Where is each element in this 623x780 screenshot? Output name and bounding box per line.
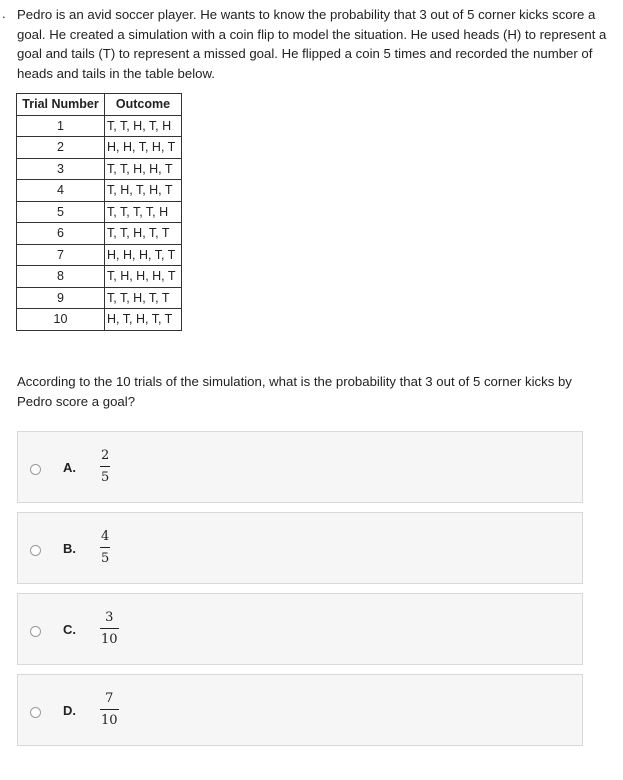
trial-number-cell: 7	[17, 244, 105, 266]
outcome-cell: T, T, H, T, H	[105, 115, 182, 137]
fraction-bar	[100, 709, 119, 710]
table-row	[17, 244, 182, 266]
answer-option-a[interactable]	[17, 431, 583, 503]
option-fraction	[100, 529, 110, 566]
outcome-cell: T, T, H, H, T	[105, 158, 182, 180]
outcome-cell: H, T, H, T, T	[105, 309, 182, 331]
fraction-denominator: 10	[101, 632, 118, 647]
outcome-cell: T, H, T, H, T	[105, 180, 182, 202]
outcome-cell: T, T, T, T, H	[105, 201, 182, 223]
fraction-denominator: 5	[101, 551, 110, 566]
outcome-cell: T, T, H, T, T	[105, 223, 182, 245]
trial-number-cell: 10	[17, 309, 105, 331]
radio-button-a[interactable]	[30, 464, 41, 475]
header-trial-number: Trial Number	[17, 94, 105, 116]
radio-button-c[interactable]	[30, 626, 41, 637]
table-row	[17, 158, 182, 180]
fraction-numerator: 2	[101, 448, 110, 463]
fraction-bar	[100, 466, 110, 467]
table-header-row	[17, 94, 182, 116]
question-intro-text: Pedro is an avid soccer player. He wants to know the probability that 3 out of 5 corner kicks score a goal. He created a simulation with a coin flip to model the situation. He used heads (H) to represent a goal and tails (T) to represent a missed goal. He flipped a coin 5 times and recorded the number of heads and tails in the table below.	[17, 7, 607, 81]
table-row	[17, 309, 182, 331]
trial-number-cell: 1	[17, 115, 105, 137]
trial-number-cell: 3	[17, 158, 105, 180]
option-letter: C.	[63, 622, 76, 637]
option-fraction	[100, 691, 119, 728]
option-fraction	[100, 610, 119, 647]
trials-table	[16, 93, 182, 331]
trial-number-cell: 4	[17, 180, 105, 202]
table-row	[17, 201, 182, 223]
trial-number-cell: 5	[17, 201, 105, 223]
outcome-cell: T, H, H, H, T	[105, 266, 182, 288]
radio-button-d[interactable]	[30, 707, 41, 718]
header-outcome: Outcome	[105, 94, 182, 116]
answer-option-b[interactable]	[17, 512, 583, 584]
table-row	[17, 266, 182, 288]
option-fraction	[100, 448, 110, 485]
question-prompt-text: According to the 10 trials of the simulation, what is the probability that 3 out of 5 corner kicks by Pedro score a goal?	[17, 374, 572, 409]
trial-number-cell: 9	[17, 287, 105, 309]
fraction-denominator: 5	[101, 470, 110, 485]
table-row	[17, 180, 182, 202]
answer-option-c[interactable]	[17, 593, 583, 665]
fraction-numerator: 4	[101, 529, 110, 544]
table-row	[17, 223, 182, 245]
option-letter: D.	[63, 703, 76, 718]
option-letter: B.	[63, 541, 76, 556]
outcome-cell: H, H, T, H, T	[105, 137, 182, 159]
outcome-cell: T, T, H, T, T	[105, 287, 182, 309]
table-row	[17, 287, 182, 309]
fraction-numerator: 7	[105, 691, 114, 706]
answer-option-d[interactable]	[17, 674, 583, 746]
question-number-marker: .	[2, 6, 6, 21]
fraction-bar	[100, 547, 110, 548]
table-row	[17, 137, 182, 159]
fraction-bar	[100, 628, 119, 629]
fraction-numerator: 3	[105, 610, 114, 625]
trial-number-cell: 2	[17, 137, 105, 159]
trial-number-cell: 6	[17, 223, 105, 245]
trial-number-cell: 8	[17, 266, 105, 288]
outcome-cell: H, H, H, T, T	[105, 244, 182, 266]
option-letter: A.	[63, 460, 76, 475]
radio-button-b[interactable]	[30, 545, 41, 556]
table-row	[17, 115, 182, 137]
fraction-denominator: 10	[101, 713, 118, 728]
